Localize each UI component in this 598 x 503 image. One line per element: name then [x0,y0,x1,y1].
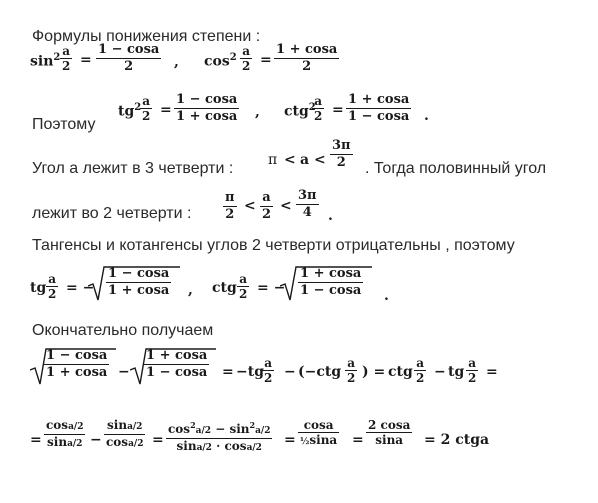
frac-3pi-over-4: 3π 4 [298,188,317,220]
half-angle-text: . Тогда половинный угол [365,160,547,177]
frac-tg-squared-half: 1 − cosa 1 + cosa [176,92,238,124]
frac-a-over-2: a 2 [239,272,248,301]
equals-sign: = [352,432,364,448]
tg-label: tg [448,364,465,380]
neg-tg-label: −tg [236,364,264,380]
frac-tg-half: 1 − cosa 1 + cosa [108,266,170,298]
pi-symbol: π [268,152,278,168]
frac-tg-half: 1 − cosa 1 + cosa [46,348,108,380]
frac-a-over-2: a 2 [242,44,251,73]
frac-a-over-2: a 2 [264,356,273,385]
cos-squared-label: $\cos^2$ [204,52,237,70]
equals-sign: = [30,432,42,448]
frac-a-over-2: a 2 [142,94,151,123]
frac-3pi-over-2: 3π 2 [332,138,351,170]
equals-minus: = − [257,280,286,296]
equals-sign: = [152,432,164,448]
second-quarter-text: лежит во 2 четверти : [32,205,192,222]
equals-sign: = [80,52,92,68]
frac-2cos-over-sin: 2 cosa sina [368,418,411,447]
equals-minus: = − [66,280,95,296]
cos-half: cosa/2 [46,418,84,432]
frac-ctg-half: 1 + cosa 1 − cosa [146,348,208,380]
equals-sign: = [284,432,296,448]
frac-a-over-2: a 2 [468,356,477,385]
close-paren-equals: ) = [362,364,386,380]
frac-pi-over-2: π 2 [225,190,235,222]
minus-sign: − [90,432,102,448]
tg-squared-label: $tg^2$ [118,102,142,120]
equals-sign: = [222,364,234,380]
comma: , [188,282,193,298]
tg-label: tg [30,280,47,296]
minus-sign: − [284,364,296,380]
third-quarter-text: Угол a лежит в 3 четверти : [32,160,234,177]
minus-sign: − [118,364,130,380]
ctg-squared-label: ctg$^2$ [284,102,316,120]
frac-a-over-2: a 2 [314,94,323,123]
frac-one-minus-cos-over-2: 1 − cosa 2 [98,42,160,74]
frac-a-over-2: a 2 [262,190,272,222]
finally-text: Окончательно получаем [32,322,214,339]
frac-cos-over-half-sin: cosa ½sina [300,418,338,447]
heading-text: Формулы понижения степени : [32,28,261,45]
ctg-label: ctg [212,280,237,296]
frac-a-over-2: a 2 [48,272,57,301]
negative-text: Тангенсы и котангенсы углов 2 четверти отрицательны , поэтому [32,237,515,254]
frac-ctg-squared-half: 1 + cosa 1 − cosa [348,92,410,124]
ctg-label: ctg [388,364,413,380]
frac-ctg-half: 1 + cosa 1 − cosa [300,266,362,298]
neg-ctg-label: (−ctg [298,364,342,380]
var-a: a [300,152,310,168]
frac-combined: $\cos^2a/2 - \sin^2a/2$ sina/2 · cosa/2 [168,420,271,453]
equals-sign: = [332,102,344,118]
less-than: < [314,152,326,168]
equals-sign: = [486,364,498,380]
comma: , [255,104,260,120]
less-than: < [244,198,256,214]
frac-a-over-2: a 2 [62,44,71,73]
sin-half: sina/2 [47,435,83,449]
frac-a-over-2: a 2 [416,356,425,385]
sin-squared-label: $\sin^2$ [30,52,61,70]
equals-sign: = [160,102,172,118]
equals-sign: = [260,52,272,68]
period: . [384,288,389,304]
less-than: < [280,198,292,214]
minus-sign: − [434,364,446,380]
result: = 2 ctga [424,432,490,448]
frac-one-plus-cos-over-2: 1 + cosa 2 [276,42,338,74]
comma: , [174,54,179,70]
therefore-label: Поэтому [32,116,96,133]
period: . [424,108,429,124]
period: . [328,208,333,224]
frac-a-over-2: a 2 [347,356,356,385]
frac-cos-half-over-sin-half [44,418,85,451]
less-than: < [284,152,296,168]
frac-sin-half-over-cos-half: sina/2 cosa/2 [106,418,144,449]
